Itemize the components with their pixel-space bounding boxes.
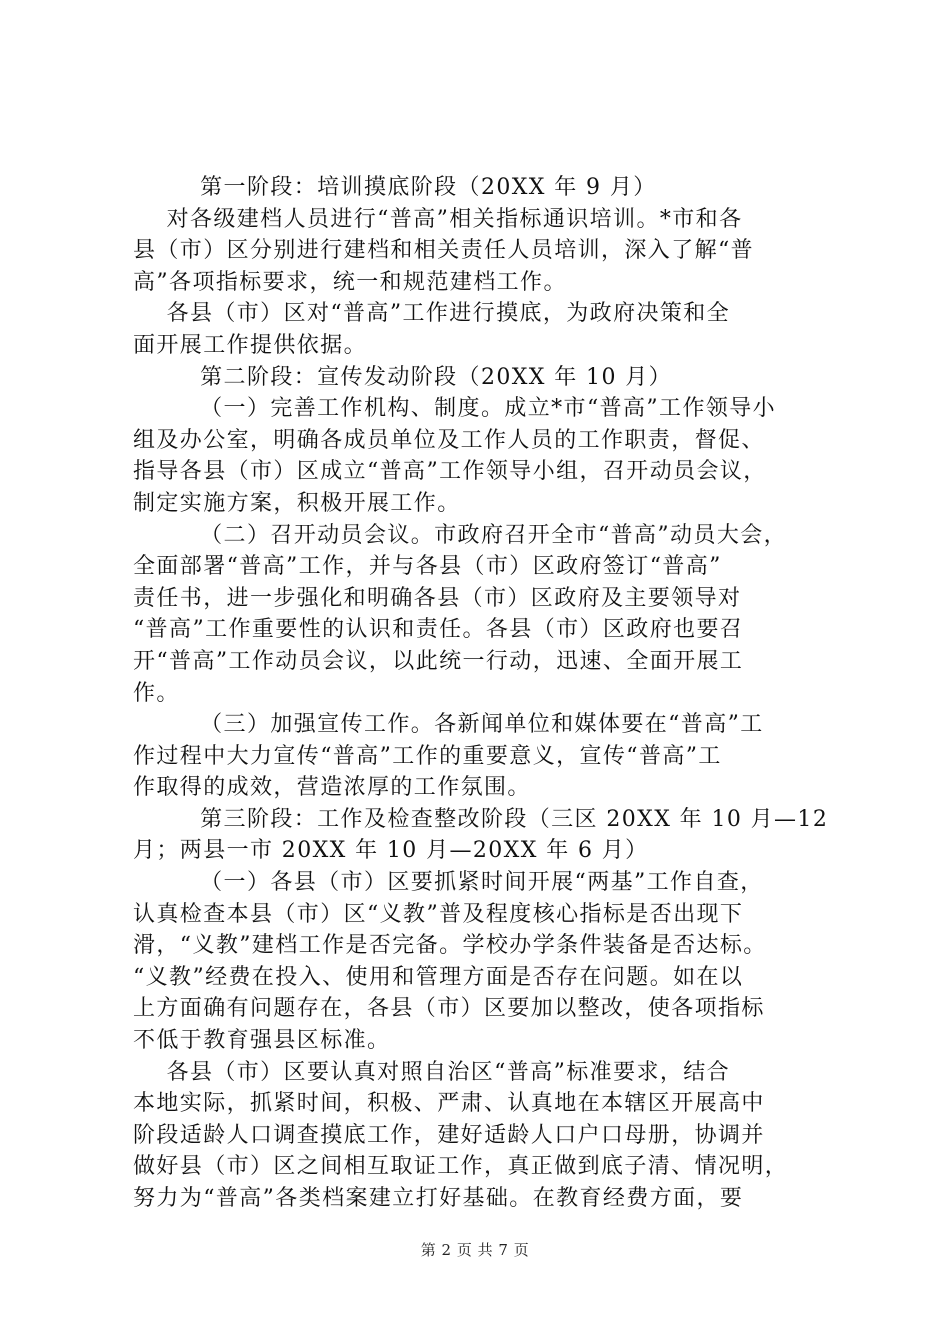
text-line: （一）完善工作机构、制度。成立*市“普高”工作领导小 (133, 396, 777, 422)
text-line: 做好县（市）区之间相互取证工作，真正做到底子清、情况明， (133, 1154, 789, 1180)
text-line: 第三阶段：工作及检查整改阶段（三区 20XX 年 10 月—12 (133, 806, 829, 832)
text-line: 组及办公室，明确各成员单位及工作人员的工作职责，督促、 (133, 427, 765, 453)
text-line: 作过程中大力宣传“普高”工作的重要意义，宣传“普高”工 (133, 743, 722, 769)
text-line: 上方面确有问题存在，各县（市）区要加以整改，使各项指标 (133, 996, 765, 1022)
text-line: “义教”经费在投入、使用和管理方面是否存在问题。如在以 (133, 964, 744, 990)
text-line: 阶段适龄人口调查摸底工作，建好适龄人口户口母册，协调并 (133, 1122, 765, 1148)
text-line: 第一阶段：培训摸底阶段（20XX 年 9 月） (133, 175, 657, 200)
text-line: 对各级建档人员进行“普高”相关指标通识培训。*市和各 (133, 206, 743, 232)
text-line: 责任书，进一步强化和明确各县（市）区政府及主要领导对 (133, 585, 742, 611)
text-line: 第二阶段：宣传发动阶段（20XX 年 10 月） (133, 364, 673, 390)
text-line: 月；两县一市 20XX 年 10 月—20XX 年 6 月） (133, 838, 649, 864)
text-line: 努力为“普高”各类档案建立打好基础。在教育经费方面，要 (133, 1186, 744, 1211)
text-line: 制定实施方案，积极开展工作。 (133, 490, 461, 516)
text-line: 开“普高”工作动员会议，以此统一行动，迅速、全面开展工 (133, 648, 744, 674)
text-line: 各县（市）区对“普高”工作进行摸底，为政府决策和全 (133, 301, 731, 327)
text-line: 作。 (133, 680, 180, 706)
text-line: （二）召开动员会议。市政府召开全市“普高”动员大会， (133, 522, 788, 548)
page-number-footer: 第 2 页 共 7 页 (420, 1241, 530, 1259)
document-body (133, 172, 833, 1215)
text-line: 高”各项指标要求，统一和规范建档工作。 (133, 269, 567, 295)
text-line: 各县（市）区要认真对照自治区“普高”标准要求，结合 (133, 1059, 731, 1085)
text-line: 县（市）区分别进行建档和相关责任人员培训，深入了解“普 (133, 238, 755, 264)
text-line: 本地实际，抓紧时间，积极、严肃、认真地在本辖区开展高中 (133, 1091, 765, 1117)
text-line: （三）加强宣传工作。各新闻单位和媒体要在“普高”工 (133, 712, 764, 738)
text-line: 面开展工作提供依据。 (133, 332, 368, 358)
text-line: 不低于教育强县区标准。 (133, 1028, 391, 1054)
text-line: “普高”工作重要性的认识和责任。各县（市）区政府也要召 (133, 617, 744, 643)
text-line: 认真检查本县（市）区“义教”普及程度核心指标是否出现下 (133, 901, 744, 927)
text-line: 作取得的成效，营造浓厚的工作氛围。 (133, 775, 531, 801)
text-line: 全面部署“普高”工作，并与各县（市）区政府签订“普高” (133, 554, 722, 580)
text-line: （一）各县（市）区要抓紧时间开展“两基”工作自查， (133, 870, 764, 896)
text-line: 滑，“义教”建档工作是否完备。学校办学条件装备是否达标。 (133, 933, 767, 959)
text-line: 指导各县（市）区成立“普高”工作领导小组，召开动员会议， (133, 459, 767, 485)
